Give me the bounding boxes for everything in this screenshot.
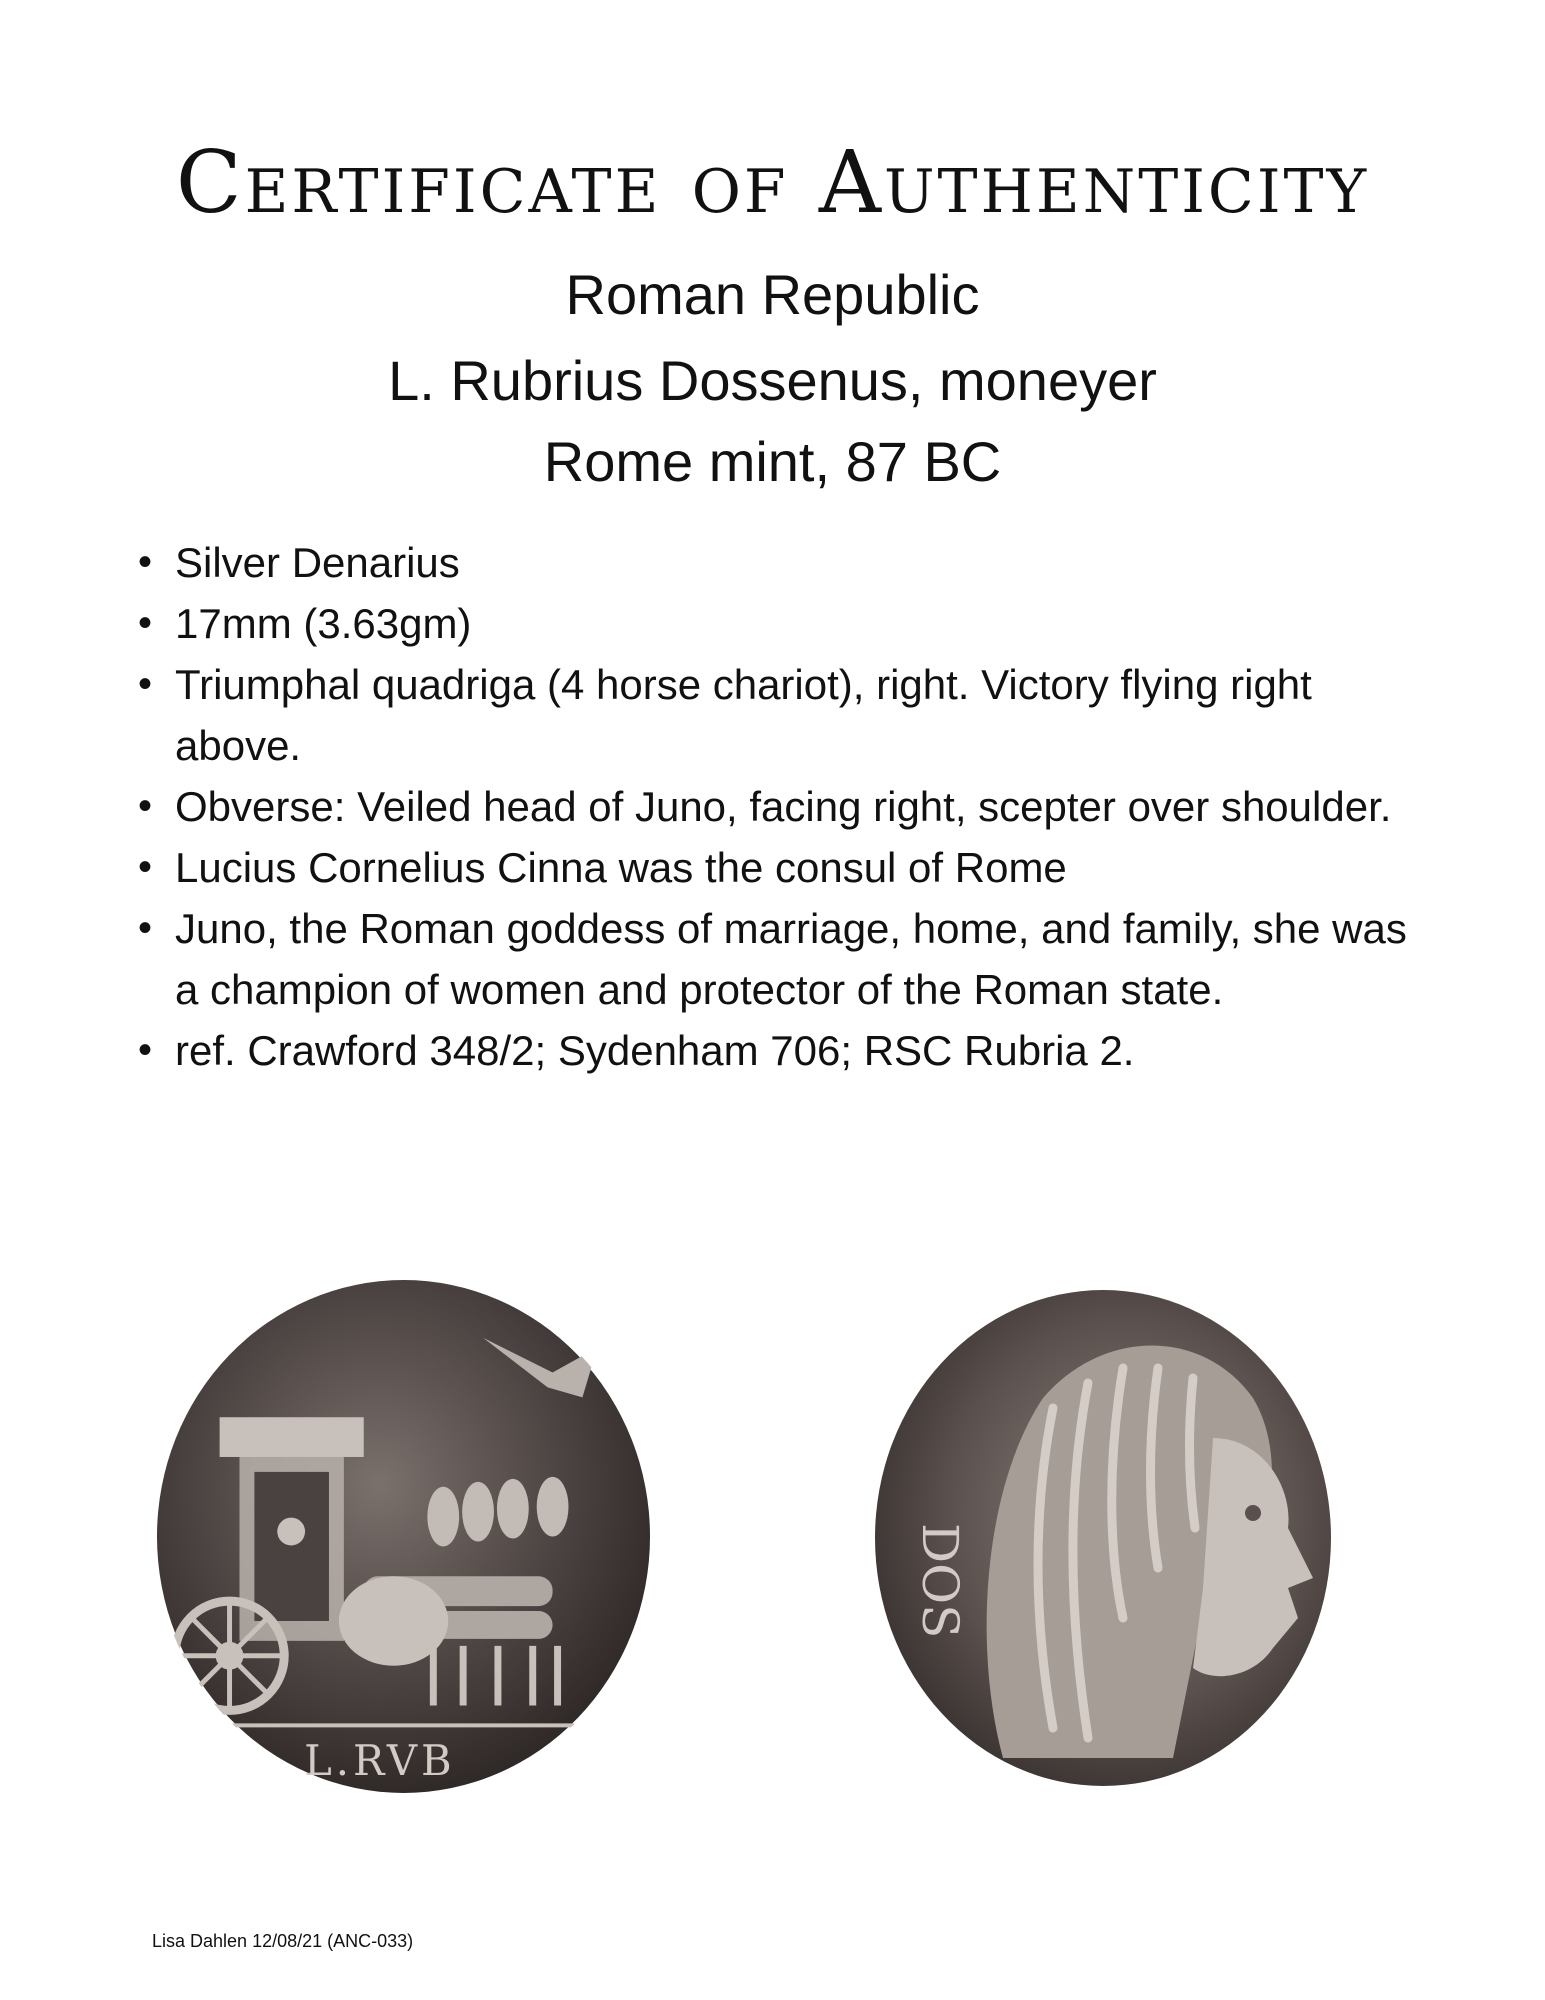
juno-coin-image [872, 1288, 1334, 1788]
moneyer-name: L. Rubrius Dossenus, moneyer [388, 349, 1157, 412]
obverse-inscription: DOS [911, 1523, 969, 1639]
bullet-icon: • [137, 845, 152, 889]
mint-date: Rome mint, 87 BC [543, 430, 1002, 493]
reverse-inscription: L.RVB [304, 1736, 456, 1786]
detail-item-references: • ref. Crawford 348/2; Sydenham 706; RSC Rubria 2. [130, 1020, 1430, 1081]
detail-item-obverse: • Obverse: Veiled head of Juno, facing right, scepter over shoulder. [130, 776, 1430, 837]
bullet-icon: • [137, 601, 152, 645]
quadriga-coin-image [155, 1278, 652, 1795]
detail-item-metal: • Silver Denarius [130, 532, 1430, 593]
detail-item-reverse: • Triumphal quadriga (4 horse chariot), right. Victory flying right above. [130, 654, 1430, 776]
certificate-title: Certificate of Authenticity [175, 133, 1370, 233]
bullet-icon: • [137, 784, 152, 828]
detail-item-size: • 17mm (3.63gm) [130, 593, 1430, 654]
coin-period: Roman Republic [565, 263, 980, 326]
bullet-icon: • [137, 906, 152, 950]
detail-item-juno: • Juno, the Roman goddess of marriage, home, and family, she was a champion of women and protector of the Roman state. [130, 898, 1430, 1020]
bullet-icon: • [137, 540, 152, 584]
detail-item-consul: • Lucius Cornelius Cinna was the consul of Rome [130, 837, 1430, 898]
bullet-icon: • [137, 1028, 152, 1072]
coin-details-list [130, 532, 1430, 1081]
bullet-icon: • [137, 662, 152, 706]
credit-footer: Lisa Dahlen 12/08/21 (ANC-033) [152, 1931, 414, 1951]
